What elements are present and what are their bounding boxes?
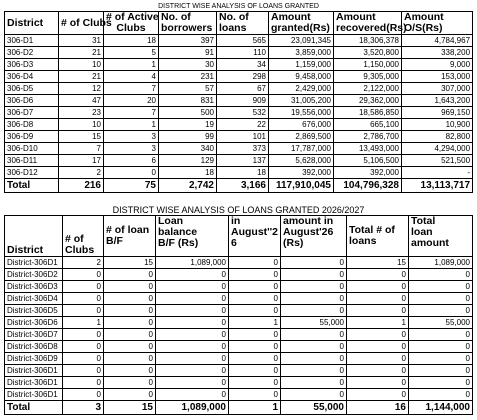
header-line: loan (411, 226, 433, 238)
table-cell[interactable]: 153,000 (402, 71, 473, 83)
header-granted[interactable] (269, 12, 334, 35)
header-line: B/F (Rs) (158, 237, 199, 249)
table-row (5, 257, 473, 269)
table-cell[interactable]: 0 (409, 305, 473, 317)
total-cell[interactable]: 117,910,045 (269, 179, 334, 193)
table-cell[interactable]: 0 (281, 329, 347, 341)
table-cell[interactable]: District-306D5 (5, 305, 63, 317)
table-cell[interactable]: 565 (217, 35, 269, 47)
table-cell[interactable]: 0 (104, 167, 159, 179)
table-cell[interactable]: 9,000 (402, 59, 473, 71)
table-cell[interactable]: 0 (63, 293, 104, 305)
table-cell[interactable]: 0 (104, 341, 156, 353)
table-row (5, 47, 473, 59)
header-district[interactable]: District (5, 12, 59, 35)
table-cell[interactable]: 3 (104, 143, 159, 155)
table-cell[interactable]: 338,200 (402, 47, 473, 59)
table-cell[interactable]: 909 (217, 95, 269, 107)
table-cell[interactable]: 373 (217, 143, 269, 155)
header-line: No. of (161, 11, 191, 23)
table-cell[interactable]: 0 (63, 329, 104, 341)
table-cell[interactable]: 22 (217, 119, 269, 131)
table-cell[interactable]: 1,089,000 (409, 257, 473, 269)
table-cell[interactable]: 17 (59, 155, 104, 167)
header-loans[interactable] (217, 12, 269, 35)
table-cell[interactable]: 4 (104, 71, 159, 83)
table-cell[interactable]: 0 (104, 269, 156, 281)
table-cell[interactable]: 2 (59, 167, 104, 179)
table-cell[interactable]: 3,520,800 (334, 47, 402, 59)
table-cell[interactable]: 4,784,967 (402, 35, 473, 47)
table-cell[interactable]: 1 (229, 317, 281, 329)
table-cell[interactable]: District-306D7 (5, 329, 63, 341)
table-cell[interactable]: District-306D1 (5, 377, 63, 389)
table-cell[interactable]: 0 (63, 305, 104, 317)
table-cell[interactable]: 0 (156, 377, 229, 389)
table-cell[interactable]: 0 (63, 365, 104, 377)
table-cell[interactable]: 0 (409, 329, 473, 341)
table-row (5, 377, 473, 389)
table-cell[interactable]: 34 (217, 59, 269, 71)
table-cell[interactable]: 18,586,850 (334, 107, 402, 119)
table-cell[interactable]: 306-D10 (5, 143, 59, 155)
table-cell[interactable]: 306-D8 (5, 119, 59, 131)
table-cell[interactable]: 18 (217, 167, 269, 179)
table-cell[interactable]: 340 (159, 143, 217, 155)
header-line: Total (411, 215, 436, 227)
table-cell[interactable]: 1,159,000 (269, 59, 334, 71)
total-row (5, 401, 473, 415)
table-row (5, 107, 473, 119)
header-line: loans (219, 22, 247, 34)
header-amount-august[interactable] (281, 216, 347, 257)
table-cell[interactable]: - (402, 167, 473, 179)
header-line: Clubs (116, 22, 146, 34)
header-line: (Rs) (283, 237, 304, 249)
table-cell[interactable]: 47 (59, 95, 104, 107)
header-line: Total # of (349, 224, 395, 236)
header-line: in (231, 215, 241, 227)
table-cell[interactable]: 12 (59, 83, 104, 95)
table-cell[interactable]: 99 (159, 131, 217, 143)
table-cell[interactable]: 1,150,000 (334, 59, 402, 71)
total-label[interactable]: Total (5, 179, 59, 193)
table-cell[interactable]: 0 (229, 377, 281, 389)
table-cell[interactable]: 306-D2 (5, 47, 59, 59)
header-line: amount (411, 237, 449, 249)
table-cell[interactable]: 0 (281, 305, 347, 317)
table-cell[interactable]: 4,294,000 (402, 143, 473, 155)
table-cell[interactable]: 0 (409, 293, 473, 305)
table-cell[interactable]: 0 (347, 269, 409, 281)
table-row (5, 353, 473, 365)
table-cell[interactable]: 30 (159, 59, 217, 71)
table-cell[interactable]: District-306D2 (5, 269, 63, 281)
table-cell[interactable]: 676,000 (269, 119, 334, 131)
loans-granted-table (4, 2, 473, 193)
header-clubs[interactable]: # of Clubs (63, 216, 104, 257)
table-cell[interactable]: 0 (104, 317, 156, 329)
table-cell[interactable]: 9,458,000 (269, 71, 334, 83)
table-row (5, 305, 473, 317)
table-cell[interactable]: 18 (159, 167, 217, 179)
table-cell[interactable]: 0 (104, 389, 156, 401)
table-cell[interactable]: 0 (409, 377, 473, 389)
table-cell[interactable]: 0 (229, 341, 281, 353)
table-cell[interactable]: 0 (229, 329, 281, 341)
header-line: B/F (106, 235, 123, 247)
table-cell[interactable]: 21 (59, 71, 104, 83)
total-cell[interactable]: 216 (59, 179, 104, 193)
table-row (5, 341, 473, 353)
table-cell[interactable]: 0 (409, 281, 473, 293)
table-cell[interactable]: District-306D1 (5, 365, 63, 377)
header-line: Loan (158, 215, 184, 227)
table-cell[interactable]: 306-D3 (5, 59, 59, 71)
table-cell[interactable]: 1,089,000 (156, 257, 229, 269)
header-clubs[interactable]: # of Clubs (59, 12, 104, 35)
table-cell[interactable]: 1,643,200 (402, 95, 473, 107)
total-cell[interactable]: 1 (229, 401, 281, 415)
table-cell[interactable]: 67 (217, 83, 269, 95)
table-cell[interactable]: 0 (104, 365, 156, 377)
table-cell[interactable]: 7 (104, 107, 159, 119)
table-cell[interactable]: 18,306,378 (334, 35, 402, 47)
table-row (5, 389, 473, 401)
table-cell[interactable]: 10,900 (402, 119, 473, 131)
table-row (5, 317, 473, 329)
table-row (5, 167, 473, 179)
header-total-loans[interactable] (347, 216, 409, 257)
total-cell[interactable]: 104,796,328 (334, 179, 402, 193)
table-cell[interactable]: 0 (63, 389, 104, 401)
table-cell[interactable]: 0 (104, 281, 156, 293)
table-cell[interactable]: 0 (63, 269, 104, 281)
table-cell[interactable]: 0 (281, 341, 347, 353)
table-cell[interactable]: 392,000 (334, 167, 402, 179)
table-cell[interactable]: 306-D5 (5, 83, 59, 95)
table-cell[interactable]: 15 (104, 257, 156, 269)
table-cell[interactable]: 0 (409, 389, 473, 401)
table-cell[interactable]: 306-D11 (5, 155, 59, 167)
total-cell[interactable]: 1,144,000 (409, 401, 473, 415)
table-cell[interactable]: 0 (409, 353, 473, 365)
table-row (5, 281, 473, 293)
table-row (5, 119, 473, 131)
table-cell[interactable]: 57 (159, 83, 217, 95)
table-body (5, 257, 473, 401)
table-cell[interactable]: 532 (217, 107, 269, 119)
table-cell[interactable]: 0 (281, 389, 347, 401)
total-cell[interactable]: 3 (63, 401, 104, 415)
table-row (5, 155, 473, 167)
total-cell[interactable]: 15 (104, 401, 156, 415)
table-cell[interactable]: 0 (156, 341, 229, 353)
table-cell[interactable]: 307,000 (402, 83, 473, 95)
table-cell[interactable]: District-306D9 (5, 353, 63, 365)
table-row (5, 143, 473, 155)
header-total-amount[interactable] (409, 216, 473, 257)
table-cell[interactable]: 31 (59, 35, 104, 47)
table-cell[interactable]: 2,122,000 (334, 83, 402, 95)
total-cell[interactable]: 1,089,000 (156, 401, 229, 415)
table-cell[interactable]: District-306D6 (5, 317, 63, 329)
table-cell[interactable]: 0 (63, 281, 104, 293)
table-cell[interactable]: 13,493,000 (334, 143, 402, 155)
table-row (5, 35, 473, 47)
table-cell[interactable]: 0 (281, 293, 347, 305)
table-cell[interactable]: 0 (347, 293, 409, 305)
table-cell[interactable]: 298 (217, 71, 269, 83)
table-cell[interactable]: 521,500 (402, 155, 473, 167)
table-cell[interactable]: 0 (409, 365, 473, 377)
table-cell[interactable]: District-306D3 (5, 281, 63, 293)
table-cell[interactable]: District-306D1 (5, 389, 63, 401)
table-cell[interactable]: 31,005,200 (269, 95, 334, 107)
table-cell[interactable]: 19 (159, 119, 217, 131)
table-cell[interactable]: 306-D6 (5, 95, 59, 107)
table-cell[interactable]: 0 (347, 389, 409, 401)
table-cell[interactable]: 15 (347, 257, 409, 269)
header-line: # of loan (106, 224, 150, 236)
table-row (5, 71, 473, 83)
header-row (5, 12, 473, 35)
header-line: Amount (336, 11, 376, 23)
table-cell[interactable]: 23 (59, 107, 104, 119)
header-line: # of Active (106, 11, 159, 23)
header-line: borrowers (161, 22, 213, 34)
table-row (5, 293, 473, 305)
table-cell[interactable]: 0 (347, 341, 409, 353)
table-cell[interactable]: 0 (409, 269, 473, 281)
table-cell[interactable]: 7 (104, 83, 159, 95)
total-cell[interactable]: 13,113,717 (402, 179, 473, 193)
table-cell[interactable]: 1 (104, 119, 159, 131)
header-district[interactable]: District (5, 216, 63, 257)
table-cell[interactable]: 665,100 (334, 119, 402, 131)
table-cell[interactable]: 0 (156, 353, 229, 365)
table-cell[interactable]: 1 (347, 317, 409, 329)
table-cell[interactable]: 0 (104, 377, 156, 389)
table-cell[interactable]: 3,859,000 (269, 47, 334, 59)
table-cell[interactable]: 6 (104, 155, 159, 167)
table-cell[interactable]: 397 (159, 35, 217, 47)
table-cell[interactable]: 969,150 (402, 107, 473, 119)
table-cell[interactable]: 0 (156, 293, 229, 305)
table-cell[interactable]: 0 (281, 353, 347, 365)
table-cell[interactable]: 9,305,000 (334, 71, 402, 83)
header-loan-balance-bf[interactable] (156, 216, 229, 257)
table-cell[interactable]: 5 (104, 47, 159, 59)
table-cell[interactable]: 306-D9 (5, 131, 59, 143)
table-cell[interactable]: 10 (59, 59, 104, 71)
table-cell[interactable]: 110 (217, 47, 269, 59)
header-line: balance (158, 226, 198, 238)
header-line: August'26 (283, 226, 334, 238)
table-cell[interactable]: 0 (156, 365, 229, 377)
table-cell[interactable]: 0 (347, 281, 409, 293)
total-cell[interactable]: 55,000 (281, 401, 347, 415)
table-cell[interactable]: 0 (156, 317, 229, 329)
table-cell[interactable]: 0 (156, 269, 229, 281)
header-line: loans (349, 235, 377, 247)
table-cell[interactable]: 0 (156, 329, 229, 341)
table-cell[interactable]: 0 (347, 305, 409, 317)
table-cell[interactable]: 0 (229, 389, 281, 401)
table-cell[interactable]: District-306D1 (5, 257, 63, 269)
table-cell[interactable]: 2,869,500 (269, 131, 334, 143)
table-cell[interactable]: 10 (59, 119, 104, 131)
table-cell[interactable]: 19,556,000 (269, 107, 334, 119)
header-outstanding[interactable] (402, 12, 473, 35)
table-cell[interactable]: 0 (229, 293, 281, 305)
table-row (5, 59, 473, 71)
table-cell[interactable]: 392,000 (269, 167, 334, 179)
header-line: Amount (404, 11, 444, 23)
table-cell[interactable]: 0 (281, 365, 347, 377)
table-cell[interactable]: 0 (347, 329, 409, 341)
header-loan-bf[interactable] (104, 216, 156, 257)
table-cell[interactable]: 306-D1 (5, 35, 59, 47)
total-cell[interactable]: 2,742 (159, 179, 217, 193)
table-cell[interactable]: 20 (104, 95, 159, 107)
table-cell[interactable]: 23,091,345 (269, 35, 334, 47)
table-cell[interactable]: 0 (104, 353, 156, 365)
table-cell[interactable]: 306-D7 (5, 107, 59, 119)
table-cell[interactable]: 18 (104, 35, 159, 47)
table-row (5, 131, 473, 143)
table-cell[interactable]: 5,106,500 (334, 155, 402, 167)
table-cell[interactable]: 0 (229, 353, 281, 365)
header-line: August''2 (231, 226, 278, 238)
table-cell[interactable]: 129 (159, 155, 217, 167)
table-cell[interactable]: 0 (63, 353, 104, 365)
table-cell[interactable]: 0 (281, 269, 347, 281)
table-cell[interactable]: 0 (281, 281, 347, 293)
table-cell[interactable]: 15 (59, 131, 104, 143)
table-cell[interactable]: 0 (347, 377, 409, 389)
table-cell[interactable]: 91 (159, 47, 217, 59)
table-cell[interactable]: 0 (156, 389, 229, 401)
table-cell[interactable]: 55,000 (409, 317, 473, 329)
table-row (5, 329, 473, 341)
table-cell[interactable]: 0 (347, 365, 409, 377)
table-cell[interactable]: 82,800 (402, 131, 473, 143)
table-cell[interactable]: 0 (104, 329, 156, 341)
table-cell[interactable]: 2 (63, 257, 104, 269)
total-cell[interactable]: 3,166 (217, 179, 269, 193)
table-cell[interactable]: 0 (409, 341, 473, 353)
total-cell[interactable]: 75 (104, 179, 159, 193)
table-cell[interactable]: 0 (281, 377, 347, 389)
header-borrowers[interactable] (159, 12, 217, 35)
header-line: Amount (271, 11, 311, 23)
table-cell[interactable]: 0 (104, 305, 156, 317)
table-row (5, 95, 473, 107)
table-cell[interactable]: 0 (281, 257, 347, 269)
table-cell[interactable]: 7 (59, 143, 104, 155)
table-cell[interactable]: 1 (63, 317, 104, 329)
table-cell[interactable]: 0 (229, 365, 281, 377)
table-cell[interactable]: 29,362,000 (334, 95, 402, 107)
table-cell[interactable]: 0 (229, 305, 281, 317)
table-cell[interactable]: 1 (104, 59, 159, 71)
table-cell[interactable]: 101 (217, 131, 269, 143)
header-line: 6 (231, 237, 237, 249)
table-cell[interactable]: District-306D8 (5, 341, 63, 353)
table-cell[interactable]: 3 (104, 131, 159, 143)
table-cell[interactable]: 0 (104, 293, 156, 305)
table-cell[interactable]: 0 (63, 341, 104, 353)
total-label[interactable]: Total (5, 401, 63, 415)
table-cell[interactable]: 55,000 (281, 317, 347, 329)
table-cell[interactable]: 0 (229, 257, 281, 269)
table-cell[interactable]: 500 (159, 107, 217, 119)
table-row (5, 365, 473, 377)
table-cell[interactable]: 21 (59, 47, 104, 59)
table-cell[interactable]: 306-D4 (5, 71, 59, 83)
table-title-row (5, 204, 473, 216)
table-cell[interactable]: 2,786,700 (334, 131, 402, 143)
header-line: No. of (219, 11, 249, 23)
loans-granted-2026-table (4, 204, 473, 415)
table-cell[interactable]: 2,429,000 (269, 83, 334, 95)
total-row (5, 179, 473, 193)
header-row (5, 216, 473, 257)
table-cell[interactable]: 306-D12 (5, 167, 59, 179)
table-cell[interactable]: District-306D4 (5, 293, 63, 305)
table-row (5, 83, 473, 95)
table-cell[interactable]: 5,628,000 (269, 155, 334, 167)
header-line: recovered(Rs) (336, 22, 407, 34)
header-line: O/S(Rs) (404, 22, 443, 34)
table-title: DISTRICT WISE ANALYSIS OF LOANS GRANTED 2026/2027 (5, 204, 473, 216)
table-title: DISTRICT WISE ANALYSIS OF LOANS GRANTED (5, 2, 473, 12)
table-cell[interactable]: 17,787,000 (269, 143, 334, 155)
header-in-august[interactable] (229, 216, 281, 257)
table-cell[interactable]: 0 (229, 269, 281, 281)
table-cell[interactable]: 0 (156, 305, 229, 317)
header-line: amount in (283, 215, 334, 227)
table-cell[interactable]: 231 (159, 71, 217, 83)
table-cell[interactable]: 831 (159, 95, 217, 107)
table-cell[interactable]: 137 (217, 155, 269, 167)
total-cell[interactable]: 16 (347, 401, 409, 415)
table-cell[interactable]: 0 (229, 281, 281, 293)
table-row (5, 269, 473, 281)
table-cell[interactable]: 0 (156, 281, 229, 293)
table-cell[interactable]: 0 (347, 353, 409, 365)
table-cell[interactable]: 0 (63, 377, 104, 389)
header-line: granted(Rs) (271, 22, 330, 34)
table-body (5, 35, 473, 179)
header-recovered[interactable] (334, 11, 407, 35)
